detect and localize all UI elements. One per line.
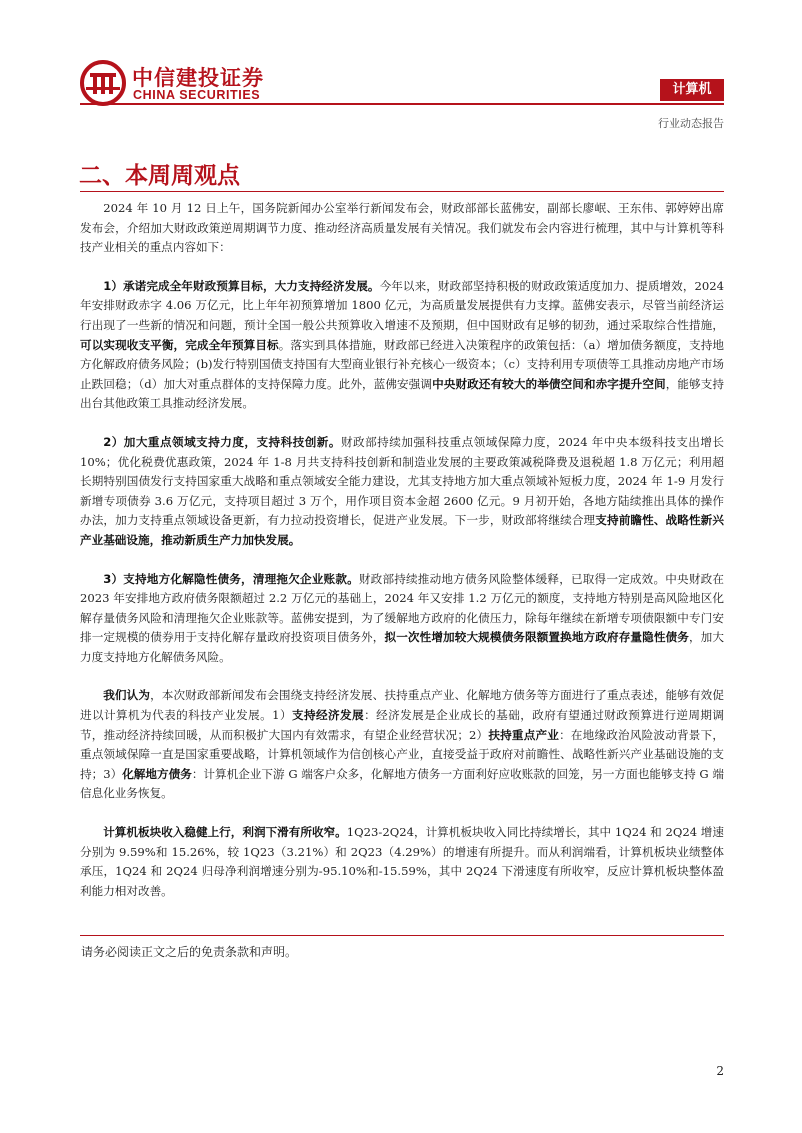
body-text: 。落实到具体措施，财政部已经进入决策程序的政策包括：（a）增加债务额度，支持地方化解政府债务风险；(b)发行特别国债支持国有大型商业银行补充核心一级资本；（c）支持利用专项债等工具推动房地产市场止跌回稳；（d）加大对重点群体的支持保障力度。此外，蓝佛安强调 [80,337,724,391]
body-paragraph [80,570,724,668]
body-text: ：计算机企业下游 G 端客户众多，化解地方债务一方面利好应收账款的回笼，另一方面也能够支持 G 端信息化业务恢复。 [80,766,724,801]
sector-tag: 计算机 [660,79,724,101]
body-text: ：经济发展是企业成长的基础，政府有望通过财政预算进行逆周期调节，推动经济持续回暖，从而积极扩大国内有效需求，有望企业经营状况；2） [80,708,724,742]
emphasis-text: 支持经济发展 [291,708,365,723]
emphasis-text: 化解地方债务 [122,766,192,781]
body-text: ，加大力度支持地方化解债务风险。 [80,630,724,664]
body-text: 1Q23-2Q24，计算机板块收入同比持续增长，其中 1Q24 和 2Q24 增速分别为 9.59%和 15.26%，较 1Q23（3.21%）和 2Q23（4.29%）的增速有所提升。而从利润端看，计算机板块业绩整体承压，1Q24 和 2Q24 归母净利润增速分别为-95.10%和-15.59%，其中 2Q24 下滑速度有所收窄，反应计算机板块整体盈利能力相对改善。 [80,825,724,898]
body-text: 今年以来，财政部坚持积极的财政政策适度加力、提质增效，2024 年安排财政赤字 4.06 万亿元，比上年年初预算增加 1800 亿元，为高质量发展提供有力支撑。蓝佛安表示，尽管当前经济运行出现了一些新的情况和问题，预计全国一般公共预算收入增速不及预期，但中国财政有足够的韧劲，通过采取综合性措施， [80,278,724,332]
body-paragraph [80,433,724,551]
emphasis-text: 支持前瞻性、战略性新兴产业基础设施，推动新质生产力加快发展。 [80,513,724,547]
section-title: 二、本周周观点 [79,163,240,189]
emphasis-text: 中央财政还有较大的举债空间和赤字提升空间 [432,376,666,391]
body-paragraph [80,823,724,901]
emphasis-text: 我们认为 [103,688,151,703]
header-divider [80,103,724,105]
emphasis-text: 可以实现收支平衡，完成全年预算目标 [80,337,279,352]
emphasis-text: 2）加大重点领域支持力度，支持科技创新。 [103,434,341,449]
body-paragraph [80,199,724,258]
china-securities-logo-icon [80,60,126,106]
report-type: 行业动态报告 [658,117,724,130]
page-number: 2 [716,1064,724,1078]
body-text: 财政部持续推动地方债务风险整体缓释，已取得一定成效。中央财政在 2023 年安排地方政府债务限额超过 2.2 万亿元的基础上，2024 年又安排 1.2 万亿元的额度，支持地方特别是高风险地区化解存量债务风险和清理拖欠企业账款等。蓝佛安提到，为了缓解地方政府的化债压力，除每年继续在新增专项债限额中专门安排一定规模的债券用于支持化解存量政府投资项目债务外， [80,571,724,645]
body-text: 2024 年 10 月 12 日上午，国务院新闻办公室举行新闻发布会，财政部部长蓝佛安，副部长廖岷、王东伟、郭婷婷出席发布会，介绍加大财政政策逆周期调节力度、推动经济高质量发展有关情况。我们就发布会内容进行梳理，其中与计算机等科技产业相关的重点内容如下： [80,201,724,255]
disclaimer-text: 请务必阅读正文之后的免责条款和声明。 [81,945,298,959]
body-text: ，能够支持出台其他政策工具推动经济发展。 [80,376,724,411]
body-text: ，本次财政部新闻发布会围绕支持经济发展、扶持重点产业、化解地方债务等方面进行了重点表述，能够有效促进以计算机为代表的科技产业发展。1） [80,688,724,723]
brand-name-cn: 中信建投证券 [132,66,264,90]
report-body [80,199,724,920]
emphasis-text: 扶持重点产业 [488,727,560,742]
emphasis-text: 3）支持地方化解隐性债务，清理拖欠企业账款。 [103,571,359,586]
body-paragraph [80,277,724,414]
brand-name-en: CHINA SECURITIES [133,88,261,102]
body-text: ：在地缘政治风险波动背景下，重点领域保障一直是国家重要战略，计算机领域作为信创核心产业，直接受益于政府对前瞻性、战略性新兴产业基础设施的支持；3） [80,727,724,781]
footer-divider [80,935,724,936]
emphasis-text: 计算机板块收入稳健上行，利润下滑有所收窄。 [103,825,347,840]
body-text: 财政部持续加强科技重点领域保障力度，2024 年中央本级科技支出增长 10%；优化税费优惠政策，2024 年 1-8 月共支持科技创新和制造业发展的主要政策减税降费及退税超 1.8 万亿元；利用超长期特别国债发行支持国家重大战略和重点领域安全能力建设，尤其支持地方加大重点领域补短板力度，2024 年 1-9 月发行新增专项债券 3.6 万亿元，支持项目超过 3 万个，用作项目资本金超 2600 亿元。9 月初开始，各地方陆续推出具体的操作办法，加力支持重点领域设备更新，有力拉动投资增长，促进产业发展。下一步，财政部将继续合理 [80,434,724,528]
body-paragraph [80,686,724,804]
emphasis-text: 拟一次性增加较大规模债务限额置换地方政府存量隐性债务 [384,630,689,645]
section-divider [80,191,724,192]
emphasis-text: 1）承诺完成全年财政预算目标，大力支持经济发展。 [103,278,380,293]
